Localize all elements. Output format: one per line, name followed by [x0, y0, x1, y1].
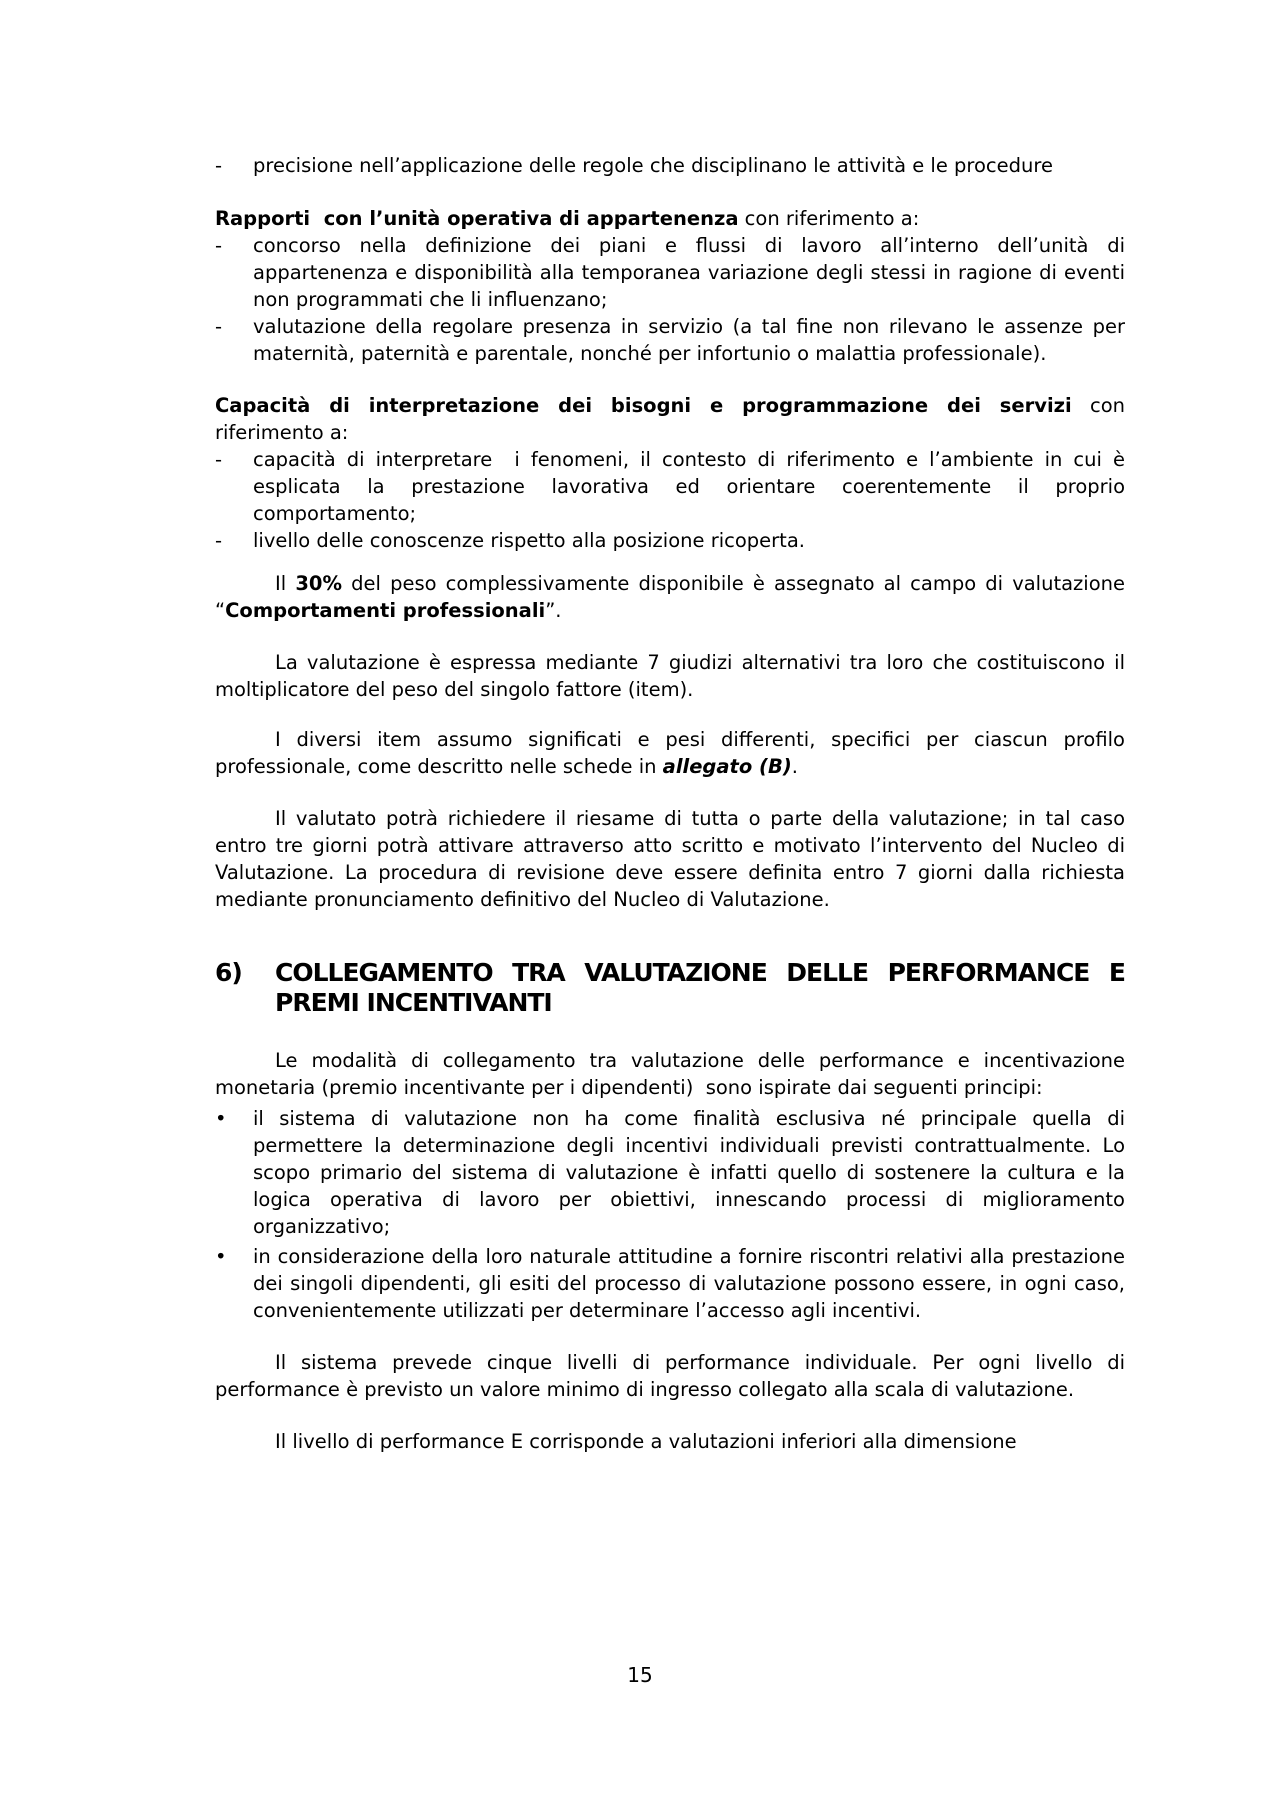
- paragraph-riesame: [215, 805, 1132, 913]
- heading-rapporti-tail: con riferimento a:: [738, 207, 920, 230]
- section-6-heading: [215, 958, 1125, 1018]
- dash-marker: -: [215, 315, 223, 338]
- section-6-title-line1: COLLEGAMENTO TRA VALUTAZIONE DELLE PERFORMANCE E: [275, 958, 1125, 987]
- paragraph-modalita: [215, 1047, 1132, 1101]
- list-item-capacita-interpretare: [215, 446, 1132, 527]
- bold-comportamenti: Comportamenti professionali: [225, 599, 546, 622]
- paragraph-text: .: [791, 755, 798, 778]
- dash-marker: -: [215, 154, 223, 177]
- paragraph-item-pesi: [215, 726, 1132, 780]
- list-item-livello-conoscenze: [215, 527, 1125, 554]
- page-number: 15: [627, 1663, 653, 1687]
- paragraph-livello-e: [215, 1428, 1125, 1455]
- bullet-marker: •: [215, 1107, 227, 1130]
- bold-italic-allegato-b: allegato (B): [662, 755, 792, 778]
- list-item-text: livello delle conoscenze rispetto alla posizione ricoperta.: [253, 529, 805, 552]
- bullet-item-sistema-valutazione: [215, 1105, 1132, 1240]
- paragraph-text: I diversi item assumo significati e pesi differenti, specifici per ciascun profilo professionale, come descritto nelle schede in: [215, 728, 1132, 778]
- heading-capacita-bold: Capacità di interpretazione dei bisogni e programmazione dei servizi: [215, 394, 1072, 417]
- bullet-item-considerazione: [215, 1243, 1132, 1324]
- list-item-text: capacità di interpretare i fenomeni, il contesto di riferimento e l’ambiente in cui è esplicata la prestazione lavorativa ed orientare coerentemente il proprio comportamento;: [253, 448, 1132, 525]
- paragraph-peso-30: [215, 570, 1132, 624]
- list-item-precisione: [215, 152, 1125, 179]
- paragraph-text: del peso complessivamente disponibile è assegnato al campo di valutazione “: [215, 572, 1132, 622]
- paragraph-text: Il livello di performance E corrisponde a valutazioni inferiori alla dimensione: [275, 1430, 1017, 1453]
- list-item-text: valutazione della regolare presenza in servizio (a tal fine non rilevano le assenze per maternità, paternità e parentale, nonché per infortunio o malattia professionale).: [253, 315, 1132, 365]
- heading-capacita-tail: con riferimento a:: [215, 394, 1132, 444]
- section-number: 6): [215, 958, 242, 987]
- heading-capacita: [215, 392, 1132, 446]
- dash-marker: -: [215, 529, 223, 552]
- paragraph-giudizi: [215, 649, 1132, 703]
- paragraph-text: Il: [275, 572, 296, 595]
- dash-marker: -: [215, 448, 223, 471]
- heading-rapporti-bold: Rapporti con l’unità operativa di appartenenza: [215, 207, 739, 230]
- bullet-item-text: il sistema di valutazione non ha come finalità esclusiva né principale quella di permettere la determinazione degli incentivi individuali previsti contrattualmente. Lo scopo primario del sistema di valutazione è infatti quello di sostenere la cultura e la logica operativa di lavoro per obiettivi, innescando processi di miglioramento organizzativo;: [253, 1107, 1132, 1238]
- paragraph-text: Il valutato potrà richiedere il riesame di tutta o parte della valutazione; in tal caso entro tre giorni potrà attivare attraverso atto scritto e motivato l’intervento del Nucleo di Valutazione. La procedura di revisione deve essere definita entro 7 giorni dalla richiesta mediante pronunciamento definitivo del Nucleo di Valutazione.: [215, 807, 1132, 911]
- paragraph-cinque-livelli: [215, 1349, 1132, 1403]
- bold-30-percent: 30%: [295, 572, 342, 595]
- paragraph-text: ”.: [545, 599, 562, 622]
- bullet-marker: •: [215, 1245, 227, 1268]
- list-item-text: precisione nell’applicazione delle regole che disciplinano le attività e le procedure: [253, 154, 1053, 177]
- bullet-item-text: in considerazione della loro naturale attitudine a fornire riscontri relativi alla prestazione dei singoli dipendenti, gli esiti del processo di valutazione possono essere, in ogni caso, convenientemente utilizzati per determinare l’accesso agli incentivi.: [253, 1245, 1132, 1322]
- list-item-concorso: [215, 232, 1132, 313]
- paragraph-text: La valutazione è espressa mediante 7 giudizi alternativi tra loro che costituiscono il moltiplicatore del peso del singolo fattore (item).: [215, 651, 1132, 701]
- list-item-text: concorso nella definizione dei piani e flussi di lavoro all’interno dell’unità di appartenenza e disponibilità alla temporanea variazione degli stessi in ragione di eventi non programmati che li influenzano;: [253, 234, 1132, 311]
- page-content: [215, 152, 1132, 1455]
- paragraph-text: Le modalità di collegamento tra valutazione delle performance e incentivazione monetaria (premio incentivante per i dipendenti) sono ispirate dai seguenti principi:: [215, 1049, 1132, 1099]
- list-item-valutazione-presenza: [215, 313, 1132, 367]
- heading-rapporti: [215, 205, 1125, 232]
- paragraph-text: Il sistema prevede cinque livelli di performance individuale. Per ogni livello di performance è previsto un valore minimo di ingresso collegato alla scala di valutazione.: [215, 1351, 1132, 1401]
- dash-marker: -: [215, 234, 223, 257]
- section-6-title-line2: PREMI INCENTIVANTI: [275, 988, 552, 1017]
